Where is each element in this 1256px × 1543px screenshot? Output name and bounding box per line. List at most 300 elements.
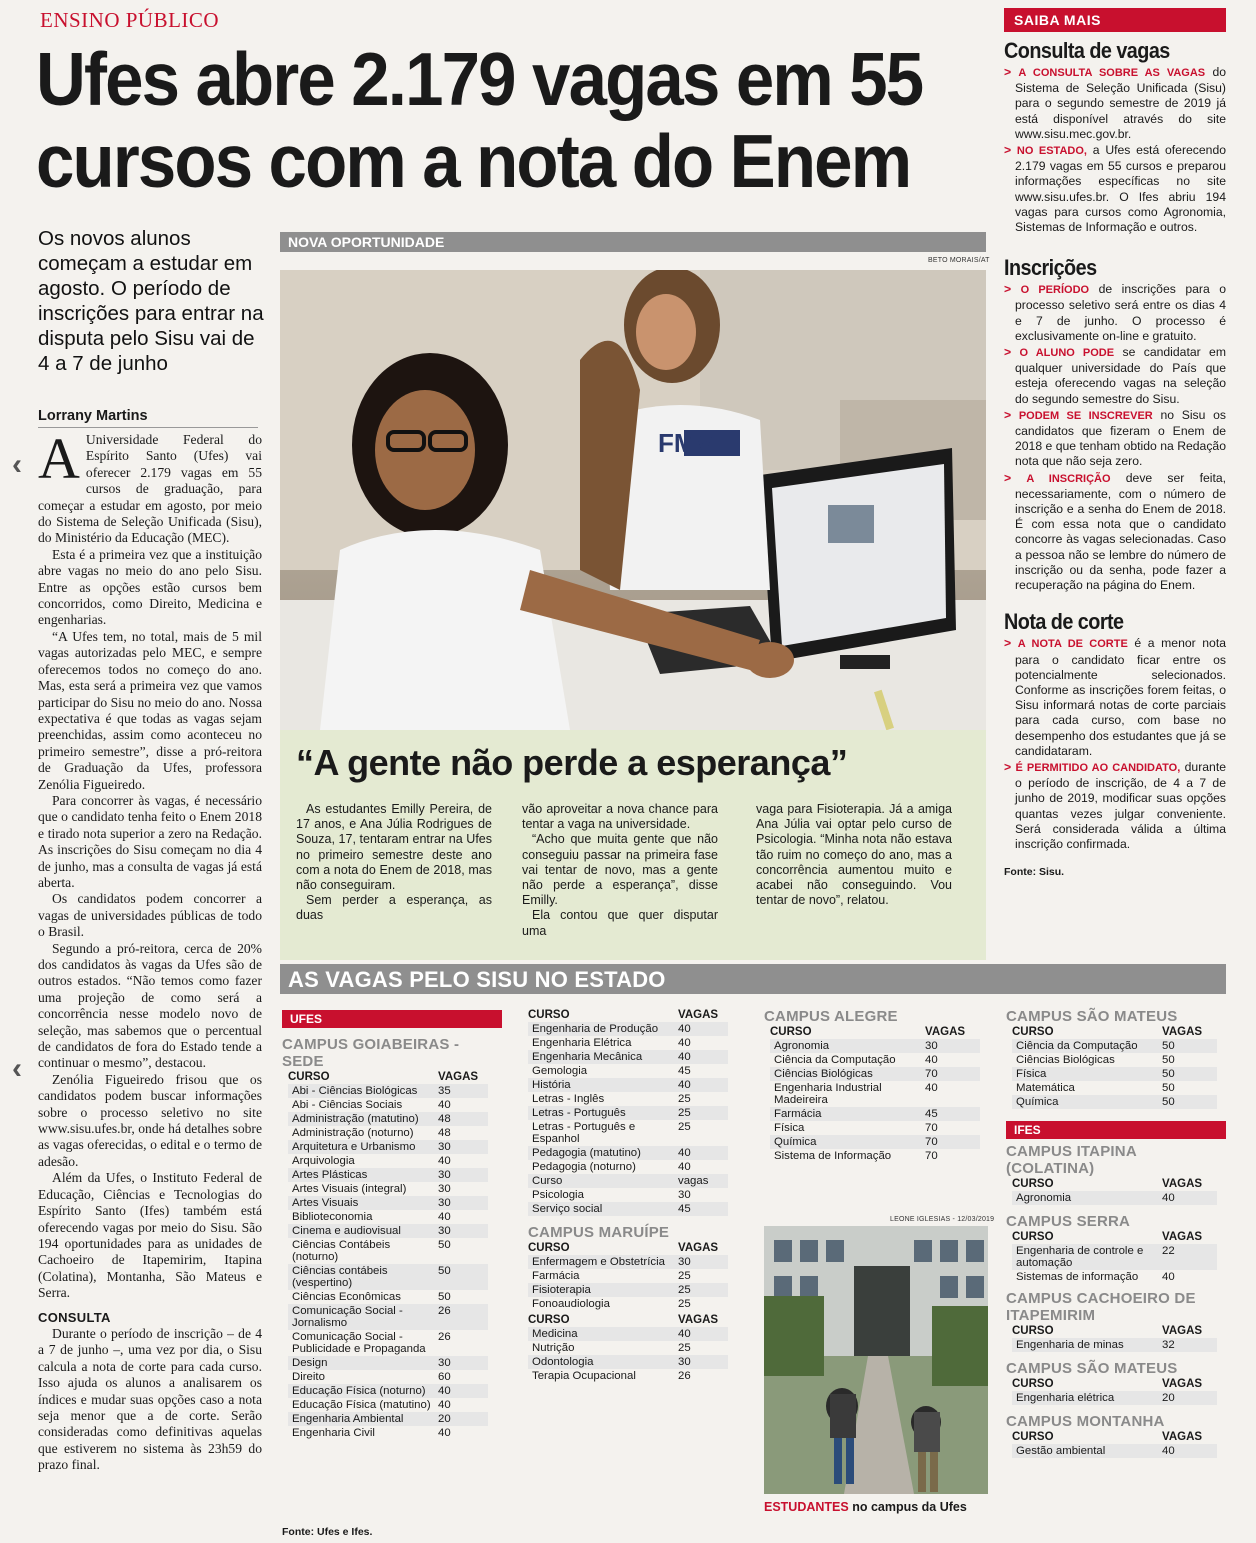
- item-lead: O PERÍODO: [1020, 284, 1090, 297]
- vagas-table: [528, 1008, 728, 1216]
- sidebar-heading: Consulta de vagas: [1004, 38, 1170, 63]
- table-row: [288, 1304, 488, 1330]
- course-vagas: 25: [678, 1093, 691, 1105]
- vagas-table: [1012, 1230, 1217, 1284]
- paragraph: Ela contou que quer disputar uma: [522, 908, 718, 938]
- col-vagas: VAGAS: [678, 1242, 719, 1254]
- vagas-table: [1012, 1324, 1217, 1352]
- vagas-col-4: [1006, 1008, 1226, 1458]
- caption-text: no campus da Ufes: [848, 1500, 967, 1514]
- course-vagas: 30: [438, 1140, 488, 1154]
- course-vagas: 70: [925, 1122, 938, 1134]
- course-vagas: 50: [1162, 1067, 1217, 1081]
- sidebar-item: > PODEM SE INSCREVER no Sisu os candidatos que fizeram o Enem de 2018 e que tenham obtido na Redação nota que não seja zero.: [1004, 407, 1226, 469]
- item-text: a Ufes está oferecendo 2.179 vagas em 55 cursos e preparou informações específicas no site www.sisu.ufes.br. O Ifes abriu 194 vagas para cursos como Agronomia, Sistemas de Informação e outros.: [1015, 143, 1226, 235]
- course-vagas: 26: [438, 1304, 488, 1330]
- table-row: [288, 1330, 488, 1356]
- course-name: Curso: [528, 1174, 678, 1188]
- item-lead: O ALUNO PODE: [1019, 347, 1115, 360]
- paragraph: Zenólia Figueiredo frisou que os candidatos podem buscar informações sobre o processo seletivo no site www.sisu.ufes.br, onde há detalhes sobre as vagas oferecidas, o edital e o termo de adesão.: [38, 1071, 262, 1169]
- course-name: Ciência da Computação: [774, 1054, 896, 1066]
- table-row: [528, 1160, 728, 1174]
- table-row: [288, 1238, 488, 1264]
- campus-title: CAMPUS CACHOEIRO DE ITAPEMIRIM: [1006, 1290, 1196, 1324]
- sidebar-item: > A INSCRIÇÃO deve ser feita, necessariamente, com o número de inscrição e a senha do Enem de 2018. É com essa nota que o candidato concorre às vagas selecionadas. Caso a pessoa não se lembre do número de inscrição ou da senha, pode fazer a recuperação na página do Enem.: [1004, 470, 1226, 593]
- sidebar-item: > É PERMITIDO AO CANDIDATO, durante o período de inscrição, de 4 a 7 de junho de 2019, modificar suas opções quantas vezes julgar conveniente. Será considerada válida a última inscrição confirmada.: [1004, 759, 1226, 851]
- quote-column-1: [296, 802, 492, 924]
- table-row: [288, 1370, 488, 1384]
- campus-title: CAMPUS GOIABEIRAS - SEDE: [282, 1036, 460, 1070]
- course-vagas: 50: [1162, 1054, 1175, 1066]
- article-body: [38, 426, 262, 1474]
- table-row: [528, 1327, 728, 1341]
- course-name: Arquitetura e Urbanismo: [288, 1140, 438, 1154]
- table-row: [288, 1356, 488, 1370]
- course-vagas: 40: [438, 1399, 451, 1411]
- course-vagas: 45: [678, 1065, 691, 1077]
- table-row: [1012, 1270, 1217, 1284]
- table-row: [528, 1269, 728, 1283]
- col-curso: CURSO: [770, 1026, 812, 1038]
- paragraph: “A Ufes tem, no total, mais de 5 mil vagas autorizadas pelo MEC, e sempre oferecemos todos no começo do ano. Mas, esta será a primeira vez que vamos participar do Sisu no meio do ano. Nossa expectativa é que todas as vagas sejam preenchidas, assim como aconteceu no primeiro semestre”, disse a pró-reitora de Graduação da Ufes, professora Zenólia Figueiredo.: [38, 628, 262, 792]
- col-vagas: VAGAS: [1162, 1231, 1203, 1243]
- table-row: [528, 1283, 728, 1297]
- paragraph: Sem perder a esperança, as duas: [296, 893, 492, 923]
- table-row: [1012, 1053, 1217, 1067]
- col-vagas: VAGAS: [678, 1009, 719, 1021]
- vagas-table: [1012, 1377, 1217, 1405]
- table-row: [288, 1384, 488, 1398]
- item-lead: NO ESTADO,: [1016, 145, 1087, 158]
- campus-title: CAMPUS SÃO MATEUS: [1006, 1008, 1178, 1025]
- paragraph: As estudantes Emilly Pereira, de 17 anos, e Ana Júlia Rodrigues de Souza, 17, tentaram entrar na Ufes no primeiro semestre deste ano com a nota do Enem de 2018, mas não conseguiram.: [296, 802, 492, 893]
- main-photo: [280, 270, 986, 730]
- table-row: [770, 1149, 980, 1163]
- course-vagas: 30: [438, 1224, 488, 1238]
- course-name: Educação Física (noturno): [288, 1384, 438, 1398]
- course-name: Engenharia de minas: [1012, 1338, 1162, 1352]
- course-vagas: 30: [438, 1168, 488, 1182]
- course-name: Física: [1012, 1067, 1162, 1081]
- course-name: Nutrição: [532, 1342, 575, 1354]
- course-name: Química: [770, 1135, 925, 1149]
- course-vagas: 30: [678, 1355, 728, 1369]
- course-name: Ciências Econômicas: [292, 1291, 401, 1303]
- table-row: [528, 1297, 728, 1311]
- table-row: [288, 1398, 488, 1412]
- course-vagas: 40: [925, 1054, 938, 1066]
- table-row: [770, 1135, 980, 1149]
- course-name: Farmácia: [770, 1107, 925, 1121]
- course-name: Abi - Ciências Biológicas: [288, 1084, 438, 1098]
- course-vagas: 48: [438, 1127, 451, 1139]
- vagas-table: [1012, 1430, 1217, 1458]
- course-vagas: 40: [438, 1384, 488, 1398]
- course-vagas: 25: [678, 1270, 691, 1282]
- previous-page-icon[interactable]: ‹: [12, 448, 22, 481]
- course-name: Agronomia: [1012, 1191, 1162, 1205]
- course-vagas: 25: [678, 1283, 728, 1297]
- table-row: [1012, 1095, 1217, 1109]
- course-name: Fonoaudiologia: [532, 1298, 610, 1310]
- course-vagas: 40: [438, 1211, 451, 1223]
- paragraph: Além da Ufes, o Instituto Federal de Educação, Ciências e Tecnologias do Espírito Santo (Ifes) também está oferecendo vagas por meio do Sisu. São 194 oportunidades para as unidades de Cachoeiro de Itapemirim, Itapina (Colatina), Montanha, São Mateus e Serra.: [38, 1170, 262, 1301]
- course-vagas: 26: [678, 1370, 691, 1382]
- col-curso: CURSO: [1012, 1431, 1054, 1443]
- caption-lead: ESTUDANTES: [764, 1500, 849, 1514]
- vagas-col-2: [528, 1008, 750, 1383]
- course-name: Letras - Inglês: [532, 1093, 605, 1105]
- paragraph: Durante o período de inscrição – de 4 a 7 de junho –, uma vez por dia, o Sisu calcula a nota de corte para cada curso. Isso ajuda os alunos a analisarem os índices e mudar suas opções caso a nota seja menor que a de corte. Serão consideradas como definitivas aquelas que estiverem no sistema às 23h59 do prazo final.: [38, 1325, 262, 1473]
- course-name: Ciência da Computação: [1012, 1039, 1162, 1053]
- paragraph: vaga para Fisioterapia. Já a amiga Ana Júlia vai optar pelo curso de Psicologia. “Minha nota não estava tão ruim no começo do ano, mas a concorrência aumentou muito e acabei não conseguindo. Vou tentar de novo”, relatou.: [756, 802, 952, 908]
- sidebar-item: > NO ESTADO, a Ufes está oferecendo 2.179 vagas em 55 cursos e preparou informações específicas no site www.sisu.ufes.br. O Ifes abriu 194 vagas para cursos como Agronomia, Sistemas de Informação e outros.: [1004, 143, 1226, 235]
- photo-label: NOVA OPORTUNIDADE: [280, 232, 986, 252]
- item-lead: A CONSULTA SOBRE AS VAGAS: [1018, 67, 1206, 79]
- col-vagas: VAGAS: [678, 1314, 719, 1326]
- sidebar-saiba-mais: [1004, 8, 1226, 878]
- course-name: Química: [1012, 1095, 1162, 1109]
- section-label: ENSINO PÚBLICO: [40, 8, 220, 32]
- course-vagas: 32: [1162, 1338, 1217, 1352]
- quote-column-3: [756, 802, 952, 908]
- course-vagas: 30: [438, 1183, 451, 1195]
- sidebar-source: Fonte: Sisu.: [1004, 866, 1065, 879]
- dropcap: A: [38, 426, 80, 491]
- course-vagas: 25: [678, 1121, 691, 1133]
- course-vagas: 25: [678, 1298, 691, 1310]
- table-row: [528, 1174, 728, 1188]
- campus-title: CAMPUS MARUÍPE: [528, 1224, 670, 1241]
- course-name: Comunicação Social - Jornalismo: [288, 1304, 438, 1330]
- course-vagas: 40: [438, 1427, 451, 1439]
- course-vagas: 60: [438, 1371, 451, 1383]
- col-vagas: VAGAS: [1162, 1026, 1203, 1038]
- course-vagas: 40: [1162, 1271, 1175, 1283]
- course-name: Terapia Ocupacional: [532, 1370, 636, 1382]
- table-row: [528, 1022, 728, 1036]
- table-row: [288, 1412, 488, 1426]
- table-row: [528, 1064, 728, 1078]
- item-text: durante o período de inscrição, de 4 a 7 de junho de 2019, modificar suas opções quantas vezes julgar conveniente. Será considerada válida a última inscrição confirmada.: [1015, 759, 1226, 851]
- table-row: [528, 1202, 728, 1216]
- col-vagas: VAGAS: [925, 1026, 966, 1038]
- headline: [36, 38, 928, 202]
- article-dek: Os novos alunos começam a estudar em agosto. O período de inscrições para entrar na disputa pelo Sisu vai de 4 a 7 de junho: [38, 227, 264, 375]
- course-name: Comunicação Social - Publicidade e Propaganda: [292, 1331, 426, 1355]
- col-curso: CURSO: [1012, 1378, 1054, 1390]
- previous-page-icon-2[interactable]: ‹: [12, 1052, 22, 1085]
- course-name: Enfermagem e Obstetrícia: [528, 1255, 678, 1269]
- table-row: [1012, 1444, 1217, 1458]
- course-vagas: 40: [678, 1050, 728, 1064]
- course-name: Letras - Português e Espanhol: [532, 1121, 636, 1145]
- course-vagas: 20: [438, 1412, 488, 1426]
- course-vagas: 40: [1162, 1191, 1217, 1205]
- table-row: [528, 1369, 728, 1383]
- course-vagas: 35: [438, 1084, 488, 1098]
- course-vagas: 70: [925, 1067, 980, 1081]
- item-lead: PODEM SE INSCREVER: [1018, 409, 1153, 422]
- course-vagas: 26: [438, 1331, 451, 1343]
- quote-title: “A gente não perde a esperança”: [296, 742, 848, 783]
- course-name: Ciências contábeis (vespertino): [288, 1264, 438, 1290]
- item-lead: A NOTA DE CORTE: [1017, 638, 1128, 651]
- campus-title: CAMPUS MONTANHA: [1006, 1413, 1165, 1430]
- course-vagas: vagas: [678, 1174, 728, 1188]
- course-name: Administração (noturno): [292, 1127, 414, 1139]
- col-curso: CURSO: [1012, 1178, 1054, 1190]
- vagas-table: [1012, 1177, 1217, 1205]
- vagas-table: [770, 1025, 980, 1163]
- course-vagas: 50: [438, 1239, 451, 1251]
- campus-photo-credit: LEONE IGLESIAS - 12/03/2019: [890, 1216, 995, 1223]
- vagas-table: [528, 1241, 728, 1311]
- ufes-label: UFES: [282, 1010, 502, 1028]
- col-vagas: VAGAS: [1162, 1378, 1203, 1390]
- course-vagas: 70: [925, 1135, 980, 1149]
- course-vagas: 50: [438, 1291, 451, 1303]
- course-vagas: 20: [1162, 1391, 1217, 1405]
- course-name: Sistemas de informação: [1016, 1271, 1139, 1283]
- table-row: [1012, 1067, 1217, 1081]
- table-row: [288, 1168, 488, 1182]
- table-row: [770, 1067, 980, 1081]
- table-row: [528, 1078, 728, 1092]
- course-name: Gemologia: [532, 1065, 588, 1077]
- students-illustration: [280, 270, 986, 730]
- course-name: Engenharia Ambiental: [288, 1412, 438, 1426]
- table-row: [288, 1084, 488, 1098]
- item-text: de inscrições para o processo seletivo será entre os dias 4 e 7 de junho. O processo é exclusivamente on-line e gratuito.: [1015, 282, 1226, 343]
- col-curso: CURSO: [1012, 1325, 1054, 1337]
- course-vagas: 45: [925, 1107, 980, 1121]
- col-curso: CURSO: [528, 1314, 570, 1326]
- col-vagas: VAGAS: [1162, 1178, 1203, 1190]
- table-row: [528, 1341, 728, 1355]
- byline: Lorrany Martins: [38, 408, 258, 428]
- campus-title: CAMPUS SÃO MATEUS: [1006, 1360, 1178, 1377]
- sidebar-item: > A CONSULTA SOBRE AS VAGAS do Sistema de Seleção Unificada (Sisu) para o segundo semestre de 2019 já está disponível através do site www.sisu.mec.gov.br.: [1004, 65, 1226, 141]
- campus-title: CAMPUS ITAPINA (COLATINA): [1006, 1143, 1137, 1177]
- paragraph: Os candidatos podem concorrer a vagas de universidades públicas de todo o Brasil.: [38, 891, 262, 940]
- course-vagas: 30: [438, 1356, 488, 1370]
- course-vagas: 40: [678, 1146, 728, 1160]
- item-text: do Sistema de Seleção Unificada (Sisu) para o segundo semestre de 2019 já está disponível através do site www.sisu.mec.gov.br.: [1015, 65, 1226, 141]
- vagas-band: AS VAGAS PELO SISU NO ESTADO: [280, 964, 1226, 994]
- course-name: Agronomia: [770, 1039, 925, 1053]
- course-name: Engenharia de controle e automação: [1012, 1244, 1162, 1270]
- course-name: Serviço social: [528, 1202, 678, 1216]
- course-vagas: 30: [678, 1255, 728, 1269]
- course-name: Fisioterapia: [528, 1283, 678, 1297]
- item-text: no Sisu os candidatos que fizeram o Enem de 2018 e que tenham obtido na Redação nota que não seja zero.: [1015, 407, 1226, 469]
- course-name: Letras - Português: [528, 1106, 678, 1120]
- course-name: Matemática: [1016, 1082, 1075, 1094]
- course-vagas: 40: [678, 1327, 728, 1341]
- table-row: [288, 1196, 488, 1210]
- table-row: [528, 1255, 728, 1269]
- table-row: [770, 1081, 980, 1107]
- table-row: [288, 1112, 488, 1126]
- course-name: Ciências Biológicas: [1016, 1054, 1115, 1066]
- item-text: é a menor nota para o candidato ficar entre os potencialmente selecionados. Conforme as inscrições forem feitas, o Sisu informará notas de corte parciais para cada curso, com base no desempenho dos estudantes que já se candidataram.: [1015, 636, 1226, 758]
- sidebar-item: > O PERÍODO de inscrições para o processo seletivo será entre os dias 4 e 7 de junho. O processo é exclusivamente on-line e gratuito.: [1004, 282, 1226, 343]
- course-name: Engenharia de Produção: [528, 1022, 678, 1036]
- campus-title: CAMPUS SERRA: [1006, 1213, 1131, 1230]
- col-curso: CURSO: [528, 1009, 570, 1021]
- course-name: Farmácia: [532, 1270, 580, 1282]
- table-row: [288, 1264, 488, 1290]
- course-name: Direito: [292, 1371, 325, 1383]
- item-text: deve ser feita, necessariamente, com o número de inscrição e a senha do Enem de 2018. É com essa nota que o candidato concorre às vagas selecionadas. Caso a pessoa não se lembre do número de inscrição ou da senha, pode fazer a recuperação na página do Enem.: [1015, 470, 1226, 593]
- table-row: [528, 1188, 728, 1202]
- table-row: [528, 1120, 728, 1146]
- shirt-text: FMV: [658, 428, 713, 458]
- photo-credit: BETO MORAIS/AT: [928, 257, 990, 264]
- course-vagas: 30: [678, 1189, 691, 1201]
- paragraph: vão aproveitar a nova chance para tentar a vaga na universidade.: [522, 802, 718, 832]
- course-vagas: 25: [678, 1342, 691, 1354]
- course-vagas: 50: [1162, 1095, 1217, 1109]
- course-vagas: 22: [1162, 1244, 1217, 1270]
- paragraph: Esta é a primeira vez que a instituição abre vagas no meio do ano pelo Sisu. Entre as opções estão cursos bem concorridos, como Direito, Medicina e engenharias.: [38, 546, 262, 628]
- course-vagas: 40: [438, 1155, 451, 1167]
- table-row: [528, 1146, 728, 1160]
- col-vagas: VAGAS: [1162, 1431, 1203, 1443]
- table-row: [1012, 1039, 1217, 1053]
- course-name: Engenharia Civil: [292, 1427, 375, 1439]
- paragraph: Universidade Federal do Espírito Santo (Ufes) vai oferecer 2.179 vagas em 55 cursos de graduação, para começar a estudar em agosto, por meio do Sistema de Seleção Unificada (Sisu), do Ministério da Educação (MEC).: [38, 432, 262, 546]
- headline-line-1: Ufes abre 2.179 vagas em 55: [36, 37, 923, 121]
- quote-column-2: [522, 802, 718, 939]
- course-vagas: 70: [925, 1150, 938, 1162]
- course-name: Engenharia Mecânica: [528, 1050, 678, 1064]
- headline-line-2: cursos com a nota do Enem: [36, 119, 911, 203]
- course-name: Física: [774, 1122, 805, 1134]
- course-name: Abi - Ciências Sociais: [292, 1099, 403, 1111]
- course-name: Design: [288, 1356, 438, 1370]
- course-vagas: 40: [678, 1078, 728, 1092]
- table-row: [288, 1182, 488, 1196]
- sidebar-heading: Nota de corte: [1004, 609, 1124, 635]
- course-name: Pedagogia (matutino): [528, 1146, 678, 1160]
- course-vagas: 40: [925, 1082, 938, 1094]
- paragraph: Segundo a pró-reitora, cerca de 20% dos candidatos às vagas da Ufes são de outros estados. “Não temos como fazer uma projeção de como será a concorrência nesse modelo novo de seleção, mas sabemos que o percentual de candidatos de fora do Estado tende a continuar o mesmo”, destacou.: [38, 940, 262, 1071]
- course-vagas: 40: [678, 1161, 691, 1173]
- campus-photo: [764, 1226, 988, 1494]
- course-name: Engenharia Industrial Madeireira: [774, 1082, 882, 1106]
- course-vagas: 50: [438, 1264, 488, 1290]
- course-vagas: 40: [678, 1037, 691, 1049]
- table-row: [1012, 1081, 1217, 1095]
- item-lead: A INSCRIÇÃO: [1026, 472, 1111, 485]
- col-curso: CURSO: [1012, 1026, 1054, 1038]
- col-vagas: VAGAS: [1162, 1325, 1203, 1337]
- paragraph: Para concorrer às vagas, é necessário que o candidato tenha feito o Enem 2018 e tirado nota superior a zero na Redação. As inscrições do Sisu começam no dia 4 de junho, mas a consulta de vagas já está aberta.: [38, 792, 262, 890]
- table-row: [1012, 1338, 1217, 1352]
- course-name: Odontologia: [528, 1355, 678, 1369]
- course-vagas: 40: [438, 1099, 451, 1111]
- table-row: [288, 1224, 488, 1238]
- course-name: Artes Visuais (integral): [292, 1183, 407, 1195]
- table-row: [528, 1050, 728, 1064]
- course-vagas: 40: [1162, 1444, 1217, 1458]
- table-row: [770, 1121, 980, 1135]
- paragraph: “Acho que muita gente que não conseguiu passar na primeira fase vai tentar de novo, mas a gente não perde a esperança”, disse Emilly.: [522, 832, 718, 908]
- course-name: Gestão ambiental: [1012, 1444, 1162, 1458]
- course-vagas: 25: [678, 1106, 728, 1120]
- sidebar-heading: Inscrições: [1004, 255, 1097, 281]
- course-name: Artes Visuais: [288, 1196, 438, 1210]
- campus-photo-caption: [764, 1500, 967, 1514]
- course-name: Cinema e audiovisual: [288, 1224, 438, 1238]
- course-name: Administração (matutino): [288, 1112, 438, 1126]
- table-row: [1012, 1391, 1217, 1405]
- course-name: Psicologia: [532, 1189, 584, 1201]
- table-row: [288, 1098, 488, 1112]
- campus-illustration: [764, 1226, 988, 1494]
- course-name: Engenharia Elétrica: [532, 1037, 632, 1049]
- course-name: Biblioteconomia: [292, 1211, 373, 1223]
- vagas-table: [288, 1070, 488, 1440]
- table-row: [770, 1039, 980, 1053]
- course-vagas: 50: [1162, 1082, 1175, 1094]
- sidebar-tag: SAIBA MAIS: [1004, 8, 1226, 32]
- table-row: [528, 1036, 728, 1050]
- table-row: [288, 1126, 488, 1140]
- table-row: [288, 1210, 488, 1224]
- sidebar-item: > O ALUNO PODE se candidatar em qualquer universidade do País que esteja oferecendo vagas na seleção do segundo semestre do Sisu.: [1004, 345, 1226, 406]
- table-row: [288, 1290, 488, 1304]
- vagas-col-1: [282, 1010, 502, 1440]
- course-vagas: 45: [678, 1202, 728, 1216]
- table-row: [528, 1092, 728, 1106]
- col-vagas: VAGAS: [438, 1071, 479, 1083]
- table-row: [770, 1107, 980, 1121]
- course-name: Ciências Contábeis (noturno): [292, 1239, 391, 1263]
- course-vagas: 50: [1162, 1039, 1217, 1053]
- course-name: Arquivologia: [292, 1155, 355, 1167]
- course-name: História: [528, 1078, 678, 1092]
- table-row: [770, 1053, 980, 1067]
- table-row: [288, 1140, 488, 1154]
- sidebar-item: > A NOTA DE CORTE é a menor nota para o candidato ficar entre os potencialmente selecionados. Conforme as inscrições forem feitas, o Sisu informará notas de corte parciais para cada curso, com base no desempenho dos estudantes que já se candidataram.: [1004, 636, 1226, 758]
- course-vagas: 40: [678, 1022, 728, 1036]
- campus-title: CAMPUS ALEGRE: [764, 1008, 898, 1025]
- table-row: [288, 1426, 488, 1440]
- course-name: Medicina: [528, 1327, 678, 1341]
- course-name: Sistema de Informação: [774, 1150, 892, 1162]
- vagas-table: [528, 1313, 728, 1383]
- col-curso: CURSO: [1012, 1231, 1054, 1243]
- col-curso: CURSO: [288, 1071, 330, 1083]
- table-row: [1012, 1244, 1217, 1270]
- item-lead: É PERMITIDO AO CANDIDATO,: [1015, 761, 1181, 774]
- course-name: Artes Plásticas: [288, 1168, 438, 1182]
- col-curso: CURSO: [528, 1242, 570, 1254]
- vagas-table: [1012, 1025, 1217, 1109]
- ifes-label: IFES: [1006, 1121, 1226, 1139]
- subheading-consulta: CONSULTA: [38, 1309, 111, 1325]
- course-name: Engenharia elétrica: [1012, 1391, 1162, 1405]
- course-name: Pedagogia (noturno): [532, 1161, 636, 1173]
- course-name: Ciências Biológicas: [770, 1067, 925, 1081]
- table-row: [528, 1355, 728, 1369]
- table-row: [528, 1106, 728, 1120]
- vagas-source: Fonte: Ufes e Ifes.: [282, 1526, 373, 1538]
- item-text: se candidatar em qualquer universidade do País que esteja oferecendo vagas na seleção do segundo semestre do Sisu.: [1015, 345, 1226, 406]
